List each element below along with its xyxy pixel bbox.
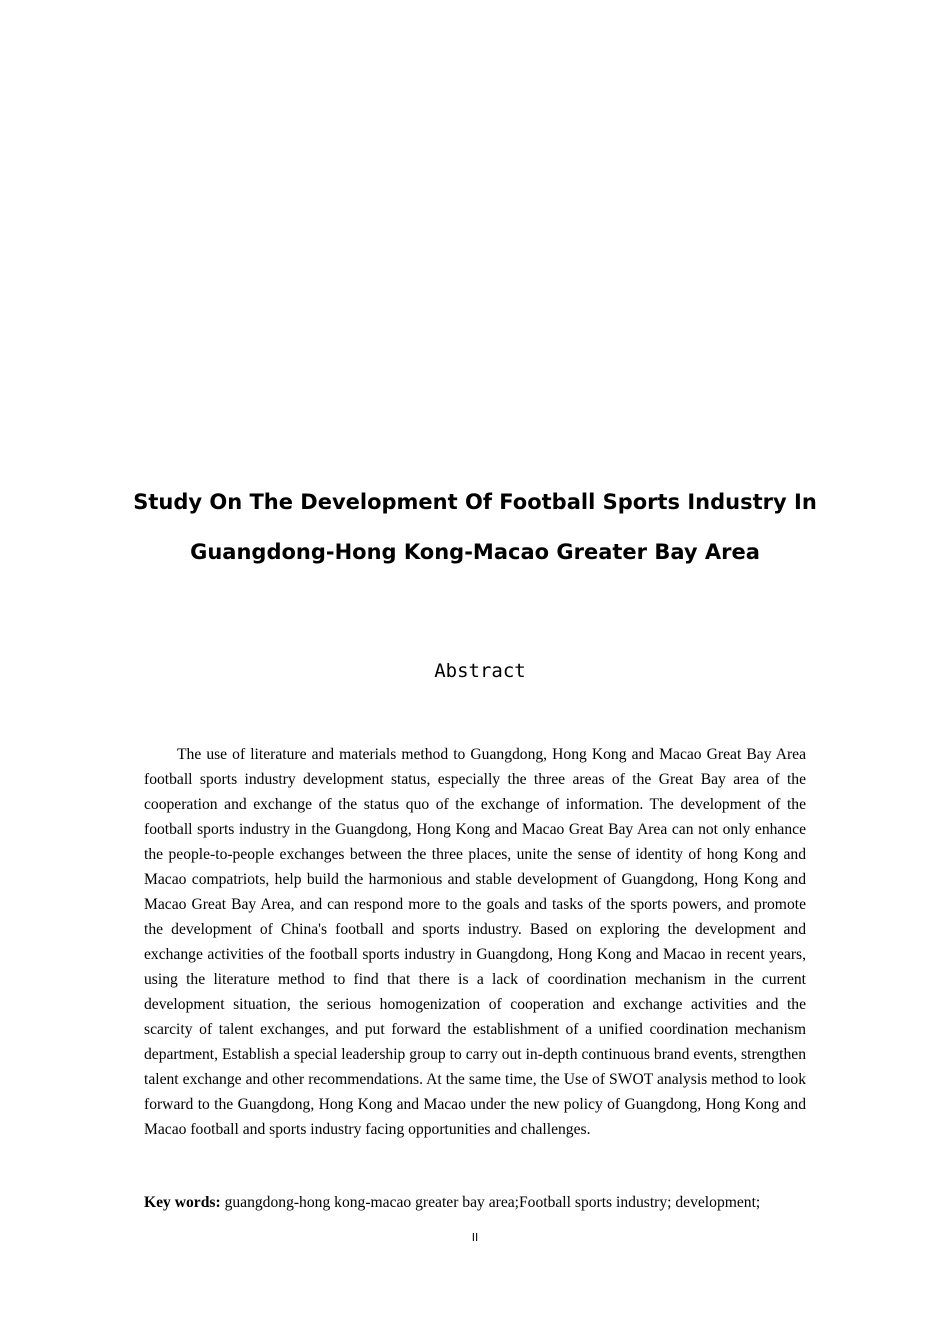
keywords-text: guangdong-hong kong-macao greater bay area;Football sports industry; development; [220, 1194, 761, 1211]
paper-title [0, 477, 950, 577]
paper-title-line-2: Guangdong-Hong Kong-Macao Greater Bay Area [190, 540, 760, 564]
paper-title-line-1: Study On The Development Of Football Sports Industry In [133, 490, 817, 514]
abstract-body: The use of literature and materials method to Guangdong, Hong Kong and Macao Great Bay Area football sports industry development status, especially the three areas of the Great Bay area of the cooperation and exchange of the status quo of the exchange of information. The development of the football sports industry in the Guangdong, Hong Kong and Macao Great Bay Area can not only enhance the people-to-people exchanges between the three places, unite the sense of identity of hong Kong and Macao compatriots, help build the harmonious and stable development of Guangdong, Hong Kong and Macao Great Bay Area, and can respond more to the goals and tasks of the sports powers, and promote the development of China's football and sports industry. Based on exploring the development and exchange activities of the football sports industry in Guangdong, Hong Kong and Macao in recent years, using the literature method to find that there is a lack of coordination mechanism in the current development situation, the serious homogenization of cooperation and exchange activities and the scarcity of talent exchanges, and put forward the establishment of a unified coordination mechanism department, Establish a special leadership group to carry out in-depth continuous brand events, strengthen talent exchange and other recommendations. At the same time, the Use of SWOT analysis method to look forward to the Guangdong, Hong Kong and Macao under the new policy of Guangdong, Hong Kong and Macao football and sports industry facing opportunities and challenges. [144, 746, 806, 1138]
page-number: II [471, 1231, 479, 1244]
abstract-heading: Abstract [434, 660, 526, 682]
keywords [144, 1190, 824, 1215]
keywords-label: Key words: [144, 1194, 221, 1211]
